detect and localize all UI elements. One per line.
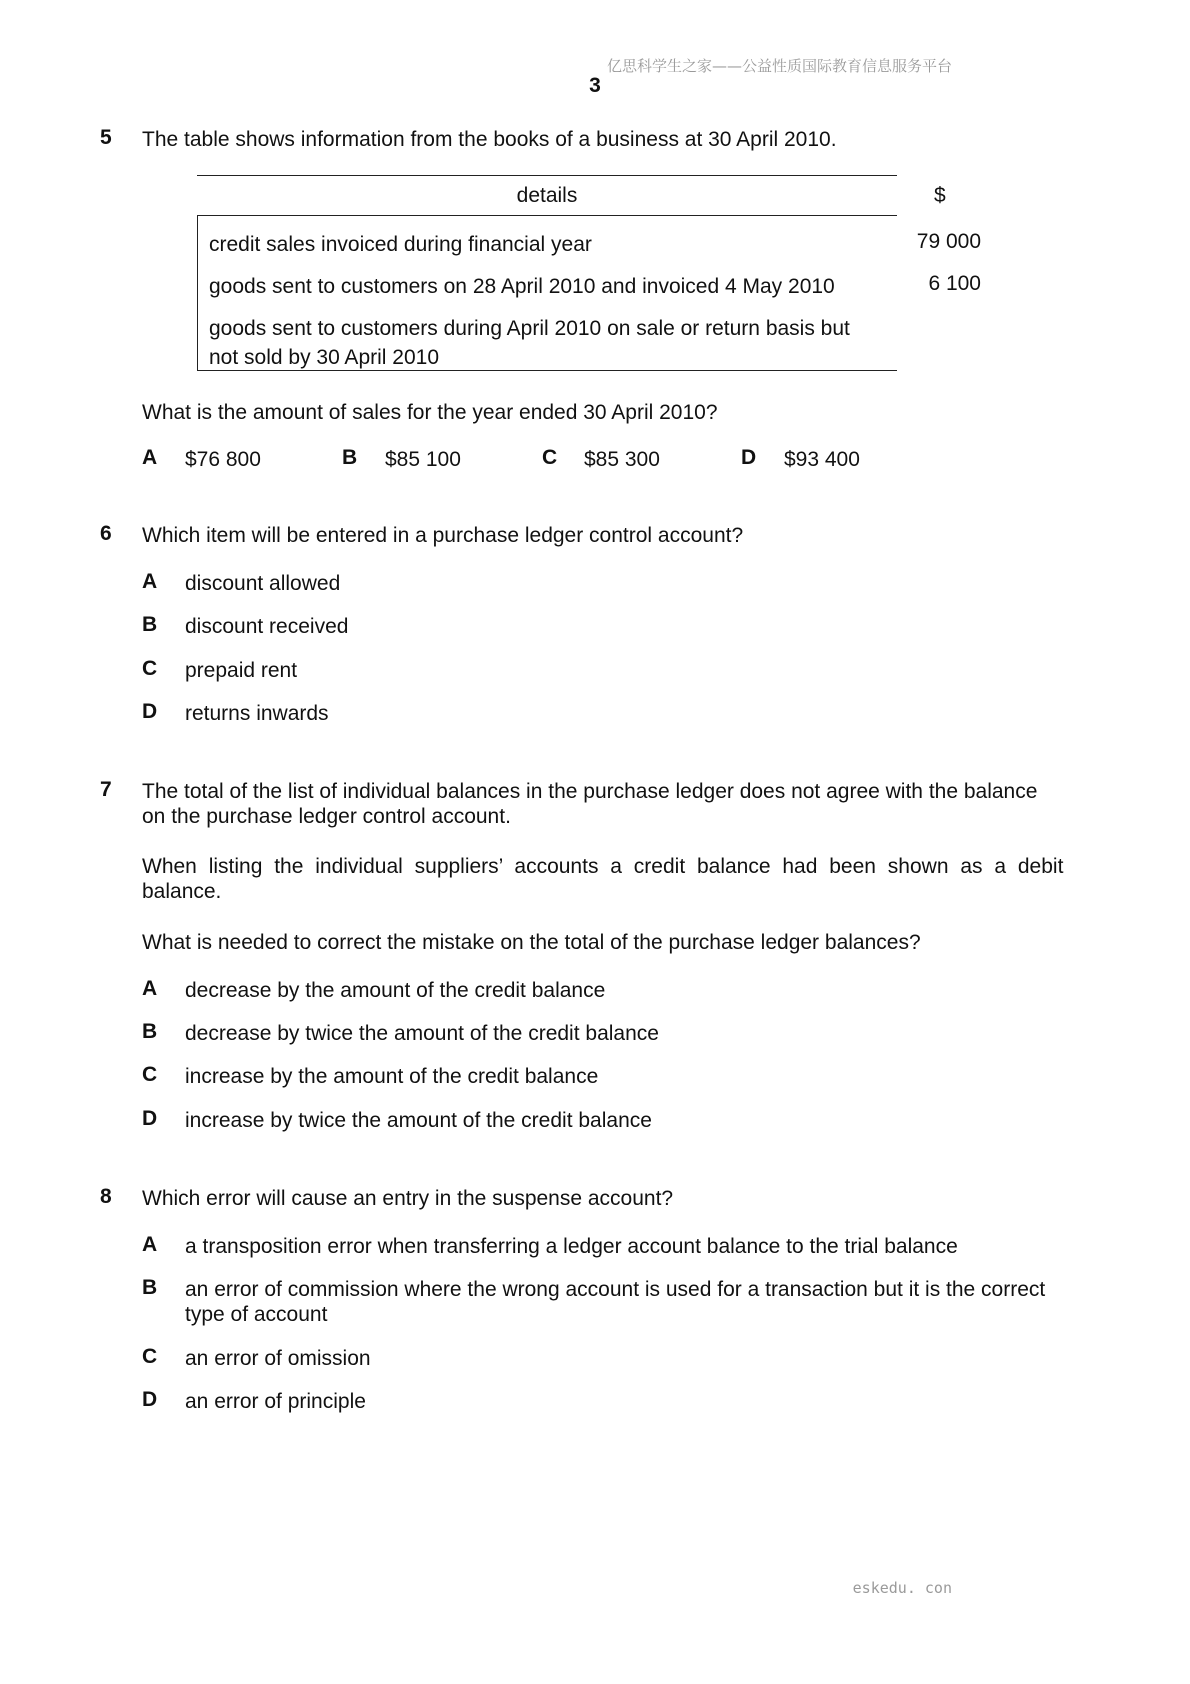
q8-option-c-letter: C bbox=[142, 1345, 158, 1368]
question-6-number: 6 bbox=[100, 522, 112, 545]
q7-option-a-text[interactable]: decrease by the amount of the credit balance bbox=[185, 979, 606, 1002]
q8-option-b-letter: B bbox=[142, 1276, 158, 1299]
table-row-1-detail: credit sales invoiced during financial year bbox=[209, 233, 592, 256]
q5-option-b-letter: B bbox=[342, 446, 358, 469]
table-row-2-amount: 6 100 bbox=[928, 272, 981, 295]
q8-option-b-text-line2[interactable]: type of account bbox=[185, 1303, 328, 1326]
q8-option-b-text-line1[interactable]: an error of commission where the wrong account is used for a transaction but it is the correct bbox=[185, 1278, 1046, 1301]
question-7-prompt: What is needed to correct the mistake on the total of the purchase ledger balances? bbox=[142, 931, 921, 954]
q7-option-c-letter: C bbox=[142, 1063, 158, 1086]
table-bottom-rule bbox=[197, 370, 897, 371]
q7-option-a-letter: A bbox=[142, 977, 158, 1000]
q7-option-c-text[interactable]: increase by the amount of the credit balance bbox=[185, 1065, 599, 1088]
question-5-number: 5 bbox=[100, 126, 112, 149]
q6-option-b-text[interactable]: discount received bbox=[185, 615, 349, 638]
question-8-stem: Which error will cause an entry in the suspense account? bbox=[142, 1187, 674, 1210]
question-7-para2-line2: balance. bbox=[142, 880, 222, 903]
q5-option-d-letter: D bbox=[741, 446, 757, 469]
site-header: 亿思科学生之家——公益性质国际教育信息服务平台 bbox=[606, 57, 952, 75]
table-row-1-amount: 79 000 bbox=[916, 230, 981, 253]
q5-option-d-text[interactable]: $93 400 bbox=[784, 448, 860, 471]
q5-option-c-text[interactable]: $85 300 bbox=[584, 448, 660, 471]
q8-option-d-text[interactable]: an error of principle bbox=[185, 1390, 366, 1413]
q5-option-a-letter: A bbox=[142, 446, 158, 469]
q6-option-d-letter: D bbox=[142, 700, 158, 723]
q7-option-d-text[interactable]: increase by twice the amount of the credit balance bbox=[185, 1109, 652, 1132]
table-header-rule bbox=[197, 215, 897, 216]
table-header-details: details bbox=[516, 184, 578, 207]
q6-option-c-text[interactable]: prepaid rent bbox=[185, 659, 298, 682]
question-7-number: 7 bbox=[100, 778, 112, 801]
q5-option-c-letter: C bbox=[542, 446, 558, 469]
q6-option-c-letter: C bbox=[142, 657, 158, 680]
question-6-stem: Which item will be entered in a purchase ledger control account? bbox=[142, 524, 744, 547]
q5-option-a-text[interactable]: $76 800 bbox=[185, 448, 261, 471]
question-8-number: 8 bbox=[100, 1185, 112, 1208]
table-top-rule bbox=[197, 175, 897, 176]
table-row-3-detail-line1: goods sent to customers during April 2010 on sale or return basis but bbox=[209, 317, 850, 340]
q8-option-a-text[interactable]: a transposition error when transferring a ledger account balance to the trial balance bbox=[185, 1235, 958, 1258]
question-5-stem: The table shows information from the books of a business at 30 April 2010. bbox=[142, 128, 837, 151]
q6-option-d-text[interactable]: returns inwards bbox=[185, 702, 329, 725]
q7-option-b-letter: B bbox=[142, 1020, 158, 1043]
q7-option-b-text[interactable]: decrease by twice the amount of the credit balance bbox=[185, 1022, 659, 1045]
table-header-amount: $ bbox=[934, 184, 946, 207]
q7-option-d-letter: D bbox=[142, 1107, 158, 1130]
site-footer-url: eskedu. con bbox=[852, 1579, 952, 1597]
q6-option-a-text[interactable]: discount allowed bbox=[185, 572, 341, 595]
table-row-2-detail: goods sent to customers on 28 April 2010 and invoiced 4 May 2010 bbox=[209, 275, 835, 298]
page-number: 3 bbox=[589, 74, 601, 97]
question-7-stem-line1: The total of the list of individual balances in the purchase ledger does not agree with the balance bbox=[142, 780, 1038, 803]
q8-option-a-letter: A bbox=[142, 1233, 158, 1256]
q6-option-a-letter: A bbox=[142, 570, 158, 593]
question-7-stem-line2: on the purchase ledger control account. bbox=[142, 805, 511, 828]
table-left-rule bbox=[197, 215, 198, 371]
q6-option-b-letter: B bbox=[142, 613, 158, 636]
table-row-3-detail-line2: not sold by 30 April 2010 bbox=[209, 346, 439, 369]
question-7-para2-line1: When listing the individual suppliers’ accounts a credit balance had been shown as a debit bbox=[142, 855, 1064, 878]
q5-option-b-text[interactable]: $85 100 bbox=[385, 448, 461, 471]
q8-option-c-text[interactable]: an error of omission bbox=[185, 1347, 371, 1370]
q8-option-d-letter: D bbox=[142, 1388, 158, 1411]
question-5-prompt: What is the amount of sales for the year ended 30 April 2010? bbox=[142, 401, 718, 424]
